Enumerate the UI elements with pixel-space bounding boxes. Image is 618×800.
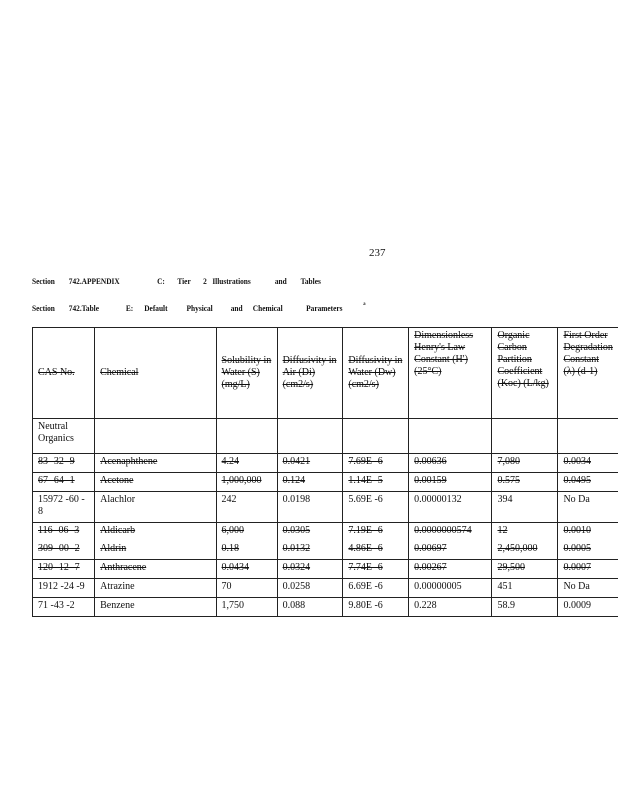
table-cell bbox=[343, 419, 409, 454]
solubility-cell: 4.24 bbox=[216, 454, 277, 473]
table-cell bbox=[492, 419, 558, 454]
diffusivity-water-cell: 7.69E -6 bbox=[343, 454, 409, 473]
chemical-cell: Atrazine bbox=[95, 579, 216, 598]
diffusivity-air-cell: 0.124 bbox=[277, 473, 343, 492]
heading-word: Parameters bbox=[306, 304, 343, 313]
koc-cell: 12 bbox=[492, 523, 558, 542]
cas-cell: 116 -06 -3 bbox=[33, 523, 95, 542]
cas-cell: 67 -64 -1 bbox=[33, 473, 95, 492]
solubility-cell: 6,000 bbox=[216, 523, 277, 542]
table-cell bbox=[216, 419, 277, 454]
header-degradation: First Order Degradation Constant (λ) (d-1) bbox=[558, 328, 618, 419]
koc-cell: 7,080 bbox=[492, 454, 558, 473]
header-cas: CAS No. bbox=[33, 328, 95, 419]
footnote-marker: a bbox=[363, 302, 366, 307]
heading-word: Section bbox=[32, 277, 55, 286]
table-cell bbox=[409, 419, 492, 454]
degradation-cell: No Da bbox=[558, 492, 618, 523]
henry-cell: 0.00000005 bbox=[409, 579, 492, 598]
henry-cell: 0.228 bbox=[409, 598, 492, 617]
cas-cell: 15972 -60 - 8 bbox=[33, 492, 95, 523]
diffusivity-air-cell: 0.0421 bbox=[277, 454, 343, 473]
heading-word: 742.APPENDIX bbox=[68, 277, 120, 286]
table-row bbox=[33, 473, 618, 492]
heading-word: Illustrations bbox=[212, 277, 251, 286]
heading-word: 2 bbox=[203, 277, 207, 286]
chemical-cell: Aldrin bbox=[95, 541, 216, 560]
table-cell bbox=[558, 419, 618, 454]
group-row bbox=[33, 419, 618, 454]
degradation-cell: 0.0034 bbox=[558, 454, 618, 473]
heading-word: and bbox=[274, 277, 287, 286]
table-row bbox=[33, 560, 618, 579]
cas-cell: 309 -00 -2 bbox=[33, 541, 95, 560]
header-solubility: Solubility in Water (S) (mg/L) bbox=[216, 328, 277, 419]
diffusivity-water-cell: 5.69E -6 bbox=[343, 492, 409, 523]
degradation-cell: 0.0495 bbox=[558, 473, 618, 492]
koc-cell: 29,500 bbox=[492, 560, 558, 579]
solubility-cell: 1,000,000 bbox=[216, 473, 277, 492]
heading-word: and bbox=[230, 304, 243, 313]
henry-cell: 0.00636 bbox=[409, 454, 492, 473]
diffusivity-air-cell: 0.088 bbox=[277, 598, 343, 617]
chemical-cell: Acetone bbox=[95, 473, 216, 492]
solubility-cell: 1,750 bbox=[216, 598, 277, 617]
henry-cell: 0.00159 bbox=[409, 473, 492, 492]
table-row bbox=[33, 492, 618, 523]
header-koc: Organic Carbon Partition Coefficient (Koc) (L/kg) bbox=[492, 328, 558, 419]
henry-cell: 0.00697 bbox=[409, 541, 492, 560]
header-diffusivity-water: Diffusivity in Water (Dw) (cm2/s) bbox=[343, 328, 409, 419]
heading-word: C: bbox=[157, 277, 165, 286]
diffusivity-air-cell: 0.0132 bbox=[277, 541, 343, 560]
solubility-cell: 0.0434 bbox=[216, 560, 277, 579]
parameters-table bbox=[32, 327, 618, 617]
koc-cell: 2,450,000 bbox=[492, 541, 558, 560]
chemical-cell: Aldicarb bbox=[95, 523, 216, 542]
henry-cell: 0.00267 bbox=[409, 560, 492, 579]
diffusivity-air-cell: 0.0305 bbox=[277, 523, 343, 542]
table-row bbox=[33, 579, 618, 598]
header-diffusivity-air: Diffusivity in Air (Di) (cm2/s) bbox=[277, 328, 343, 419]
table-row bbox=[33, 598, 618, 617]
diffusivity-water-cell: 4.86E -6 bbox=[343, 541, 409, 560]
solubility-cell: 0.18 bbox=[216, 541, 277, 560]
diffusivity-water-cell: 7.74E -6 bbox=[343, 560, 409, 579]
table-row bbox=[33, 541, 618, 560]
heading-word: E: bbox=[125, 304, 134, 313]
cas-cell: 120 -12 -7 bbox=[33, 560, 95, 579]
diffusivity-air-cell: 0.0258 bbox=[277, 579, 343, 598]
group-label: Neutral Organics bbox=[33, 419, 95, 454]
chemical-cell: Benzene bbox=[95, 598, 216, 617]
koc-cell: 58.9 bbox=[492, 598, 558, 617]
diffusivity-air-cell: 0.0324 bbox=[277, 560, 343, 579]
diffusivity-water-cell: 7.19E -6 bbox=[343, 523, 409, 542]
heading-word: 742.Table bbox=[68, 304, 100, 313]
degradation-cell: 0.0005 bbox=[558, 541, 618, 560]
heading-word: Section bbox=[32, 304, 55, 313]
table-row bbox=[33, 523, 618, 542]
degradation-cell: No Da bbox=[558, 579, 618, 598]
table-row bbox=[33, 454, 618, 473]
chemical-cell: Acenaphthene bbox=[95, 454, 216, 473]
cas-cell: 1912 -24 -9 bbox=[33, 579, 95, 598]
koc-cell: 451 bbox=[492, 579, 558, 598]
chemical-cell: Anthracene bbox=[95, 560, 216, 579]
koc-cell: 394 bbox=[492, 492, 558, 523]
heading-word: Default bbox=[144, 304, 168, 313]
henry-cell: 0.00000132 bbox=[409, 492, 492, 523]
table-header-row bbox=[33, 328, 618, 419]
cas-cell: 71 -43 -2 bbox=[33, 598, 95, 617]
heading-word: Tier bbox=[177, 277, 191, 286]
chemical-cell: Alachlor bbox=[95, 492, 216, 523]
cas-cell: 83 -32 -9 bbox=[33, 454, 95, 473]
solubility-cell: 242 bbox=[216, 492, 277, 523]
diffusivity-water-cell: 6.69E -6 bbox=[343, 579, 409, 598]
degradation-cell: 0.0009 bbox=[558, 598, 618, 617]
koc-cell: 0.575 bbox=[492, 473, 558, 492]
header-henry-constant: Dimensionless Henry's Law Constant (H') (25°C) bbox=[409, 328, 492, 419]
diffusivity-air-cell: 0.0198 bbox=[277, 492, 343, 523]
degradation-cell: 0.0010 bbox=[558, 523, 618, 542]
henry-cell: 0.0000000574 bbox=[409, 523, 492, 542]
header-chemical: Chemical bbox=[95, 328, 216, 419]
table-cell bbox=[277, 419, 343, 454]
solubility-cell: 70 bbox=[216, 579, 277, 598]
page-number: 237 bbox=[369, 247, 386, 259]
heading-word: Chemical bbox=[252, 304, 283, 313]
heading-word: Physical bbox=[186, 304, 213, 313]
diffusivity-water-cell: 1.14E -5 bbox=[343, 473, 409, 492]
degradation-cell: 0.0007 bbox=[558, 560, 618, 579]
diffusivity-water-cell: 9.80E -6 bbox=[343, 598, 409, 617]
heading-word: Tables bbox=[300, 277, 321, 286]
table-cell bbox=[95, 419, 216, 454]
